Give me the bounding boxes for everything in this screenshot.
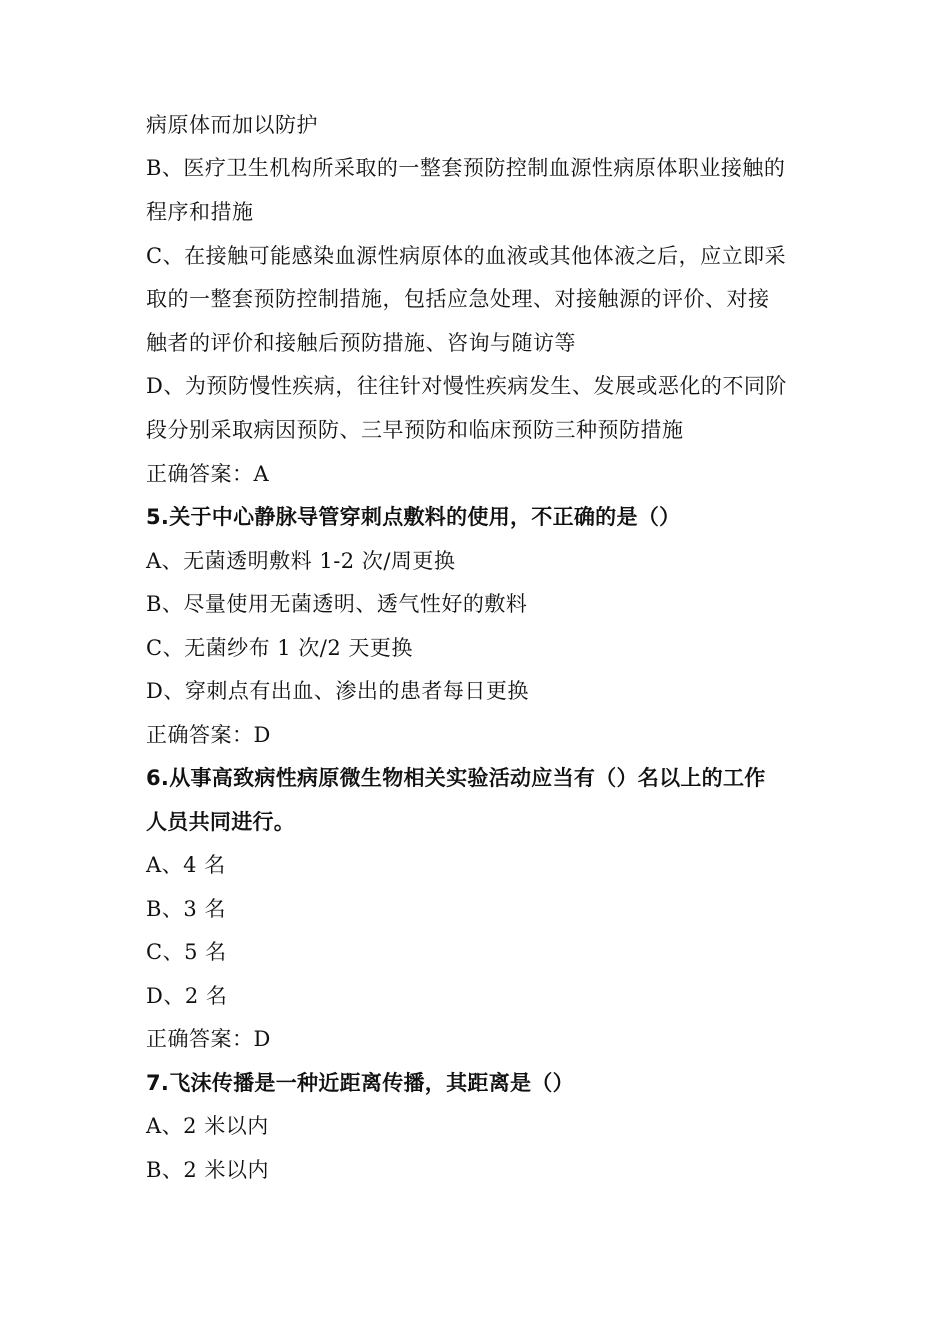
- q6-option-a: A、4 名: [146, 853, 226, 877]
- option-d-line2: 段分别采取病因预防、三早预防和临床预防三种预防措施: [146, 418, 684, 442]
- q7-option-b: B、2 米以内: [146, 1158, 269, 1182]
- q6-option-d: D、2 名: [146, 984, 228, 1008]
- option-c-line2: 取的一整套预防控制措施，包括应急处理、对接触源的评价、对接: [146, 287, 770, 311]
- q5-option-a: A、无菌透明敷料 1-2 次/周更换: [146, 549, 456, 573]
- option-d-line1: D、为预防慢性疾病，往往针对慢性疾病发生、发展或恶化的不同阶: [146, 374, 787, 398]
- question-6-title-line2: 人员共同进行。: [146, 810, 296, 834]
- option-a-continuation: 病原体而加以防护: [146, 113, 318, 137]
- q5-option-d: D、穿刺点有出血、渗出的患者每日更换: [146, 679, 529, 703]
- q5-option-b: B、尽量使用无菌透明、透气性好的敷料: [146, 592, 528, 616]
- q5-option-c: C、无菌纱布 1 次/2 天更换: [146, 636, 413, 660]
- option-c-line1: C、在接触可能感染血源性病原体的血液或其他体液之后，应立即采: [146, 244, 787, 268]
- answer-text: 正确答案：A: [146, 462, 270, 486]
- option-c-line3: 触者的评价和接触后预防措施、咨询与随访等: [146, 331, 576, 355]
- q7-option-a: A、2 米以内: [146, 1114, 269, 1138]
- q6-option-b: B、3 名: [146, 897, 226, 921]
- option-b-line2: 程序和措施: [146, 200, 254, 224]
- q5-answer: 正确答案：D: [146, 723, 271, 747]
- question-7-title: 7.飞沫传播是一种近距离传播，其距离是（）: [146, 1071, 574, 1095]
- option-b-line1: B、医疗卫生机构所采取的一整套预防控制血源性病原体职业接触的: [146, 156, 786, 180]
- q6-option-c: C、5 名: [146, 940, 227, 964]
- question-5-title: 5.关于中心静脉导管穿刺点敷料的使用，不正确的是（）: [146, 505, 681, 529]
- q6-answer: 正确答案：D: [146, 1027, 271, 1051]
- question-6-title-line1: 6.从事高致病性病原微生物相关实验活动应当有（）名以上的工作: [146, 766, 766, 790]
